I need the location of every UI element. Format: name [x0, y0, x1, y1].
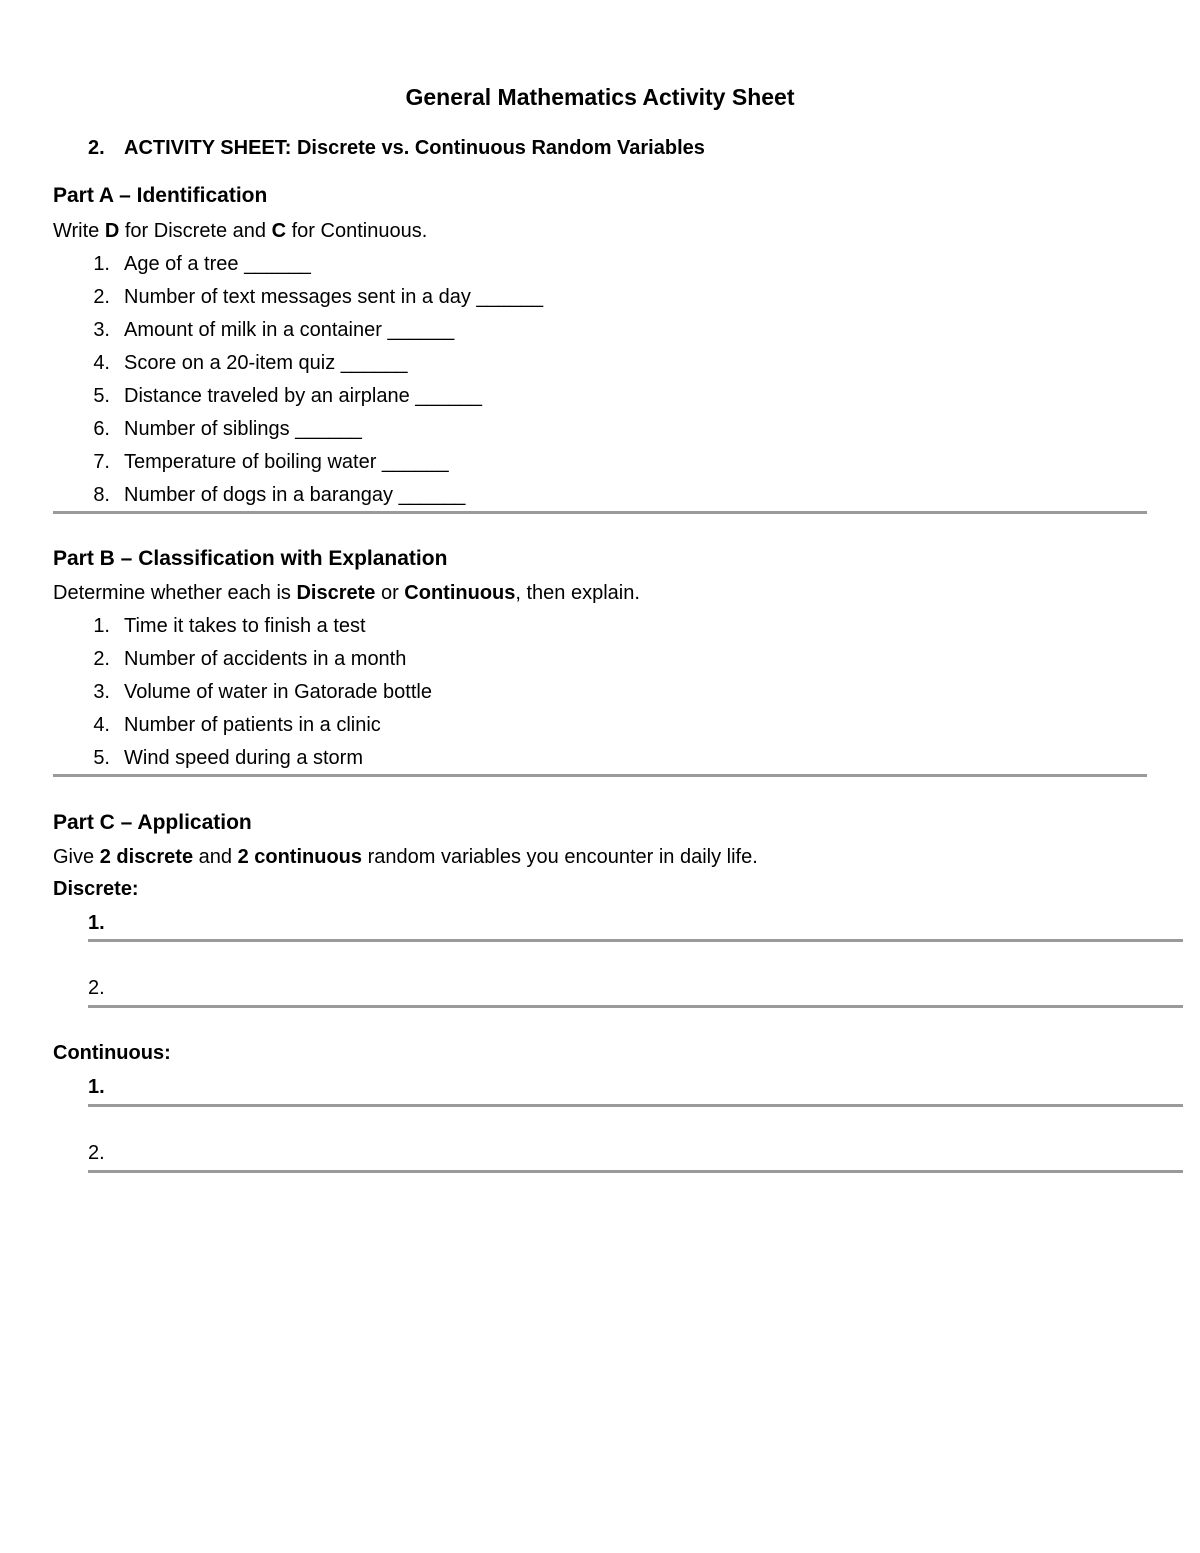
part-a-item-number: 3. — [93, 319, 110, 341]
part-c-instruction: Give 2 discrete and 2 continuous random variables you encounter in daily life. — [53, 846, 758, 868]
part-a-item-number: 4. — [93, 352, 110, 374]
part-a-item-number: 5. — [93, 385, 110, 407]
part-a-item: Amount of milk in a container ______ — [124, 319, 455, 341]
part-a-heading: Part A – Identification — [53, 184, 268, 207]
part-a-item-number: 7. — [93, 451, 110, 473]
part-b-item-number: 2. — [93, 648, 110, 670]
part-b-item: Number of patients in a clinic — [124, 714, 381, 736]
part-b-item: Number of accidents in a month — [124, 648, 407, 670]
part-b-item-number: 5. — [93, 747, 110, 769]
activity-title: ACTIVITY SHEET: Discrete vs. Continuous Random Variables — [124, 137, 705, 159]
part-a-item: Distance traveled by an airplane ______ — [124, 385, 483, 407]
section-divider — [53, 511, 1147, 514]
part-a-item: Temperature of boiling water ______ — [124, 451, 449, 473]
part-b-item-number: 1. — [93, 615, 110, 637]
page-title: General Mathematics Activity Sheet — [405, 84, 795, 110]
activity-number: 2. — [88, 137, 105, 159]
continuous-label: Continuous: — [53, 1042, 171, 1064]
discrete-answer-number: 1. — [88, 912, 105, 934]
part-a-item: Score on a 20-item quiz ______ — [124, 352, 408, 374]
part-c-heading: Part C – Application — [53, 811, 252, 834]
discrete-answer-number: 2. — [88, 977, 105, 999]
discrete-answer-line[interactable] — [88, 1005, 1183, 1008]
part-a-item: Age of a tree ______ — [124, 253, 311, 275]
discrete-answer-line[interactable] — [88, 939, 1183, 942]
part-b-item: Volume of water in Gatorade bottle — [124, 681, 432, 703]
continuous-answer-number: 1. — [88, 1076, 105, 1098]
part-b-item: Time it takes to finish a test — [124, 615, 366, 637]
discrete-label: Discrete: — [53, 878, 139, 900]
continuous-answer-number: 2. — [88, 1142, 105, 1164]
part-b-heading: Part B – Classification with Explanation — [53, 547, 448, 570]
part-b-instruction: Determine whether each is Discrete or Continuous, then explain. — [53, 582, 640, 604]
part-a-item-number: 1. — [93, 253, 110, 275]
part-a-item: Number of siblings ______ — [124, 418, 362, 440]
part-a-item: Number of text messages sent in a day ______ — [124, 286, 544, 308]
part-a-item-number: 2. — [93, 286, 110, 308]
part-a-item-number: 6. — [93, 418, 110, 440]
part-b-item-number: 3. — [93, 681, 110, 703]
part-a-item: Number of dogs in a barangay ______ — [124, 484, 466, 506]
part-b-item-number: 4. — [93, 714, 110, 736]
section-divider — [53, 774, 1147, 777]
continuous-answer-line[interactable] — [88, 1170, 1183, 1173]
continuous-answer-line[interactable] — [88, 1104, 1183, 1107]
part-a-item-number: 8. — [93, 484, 110, 506]
part-b-item: Wind speed during a storm — [124, 747, 364, 769]
part-a-instruction: Write D for Discrete and C for Continuous. — [53, 220, 428, 242]
